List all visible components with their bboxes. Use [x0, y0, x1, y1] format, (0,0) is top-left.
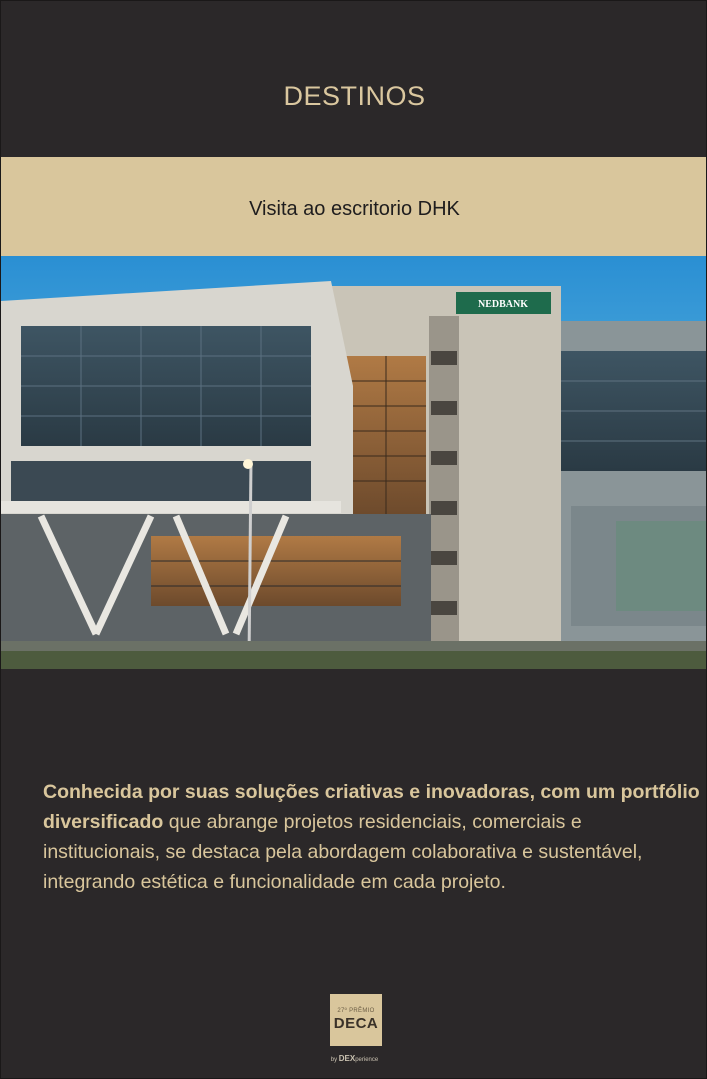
- byline: [1, 1054, 707, 1063]
- description-text: [43, 777, 703, 897]
- page-title: DESTINOS: [283, 81, 426, 111]
- subtitle-text: Visita ao escritorio DHK: [249, 198, 460, 220]
- logo-top-text: 27º PRÊMIO: [337, 1008, 375, 1014]
- byline-suffix: perience: [355, 1057, 379, 1063]
- logo-main-text: DECA: [333, 1015, 379, 1032]
- byline-brand: DEX: [338, 1054, 356, 1063]
- building-photo: [1, 256, 707, 669]
- description-highlight: Conhecida por suas soluções criativas e inovadoras, com um portfólio diversificado: [43, 781, 700, 833]
- byline-prefix: by: [330, 1057, 339, 1063]
- description-body: que abrange projetos residenciais, comerciais e institucionais, se destaca pela abordagem colaborativa e sustentável, integrando estética e funcionalidade em cada projeto.: [43, 811, 643, 893]
- premio-deca-logo: [330, 994, 382, 1046]
- nedbank-sign: NEDBANK: [477, 299, 529, 310]
